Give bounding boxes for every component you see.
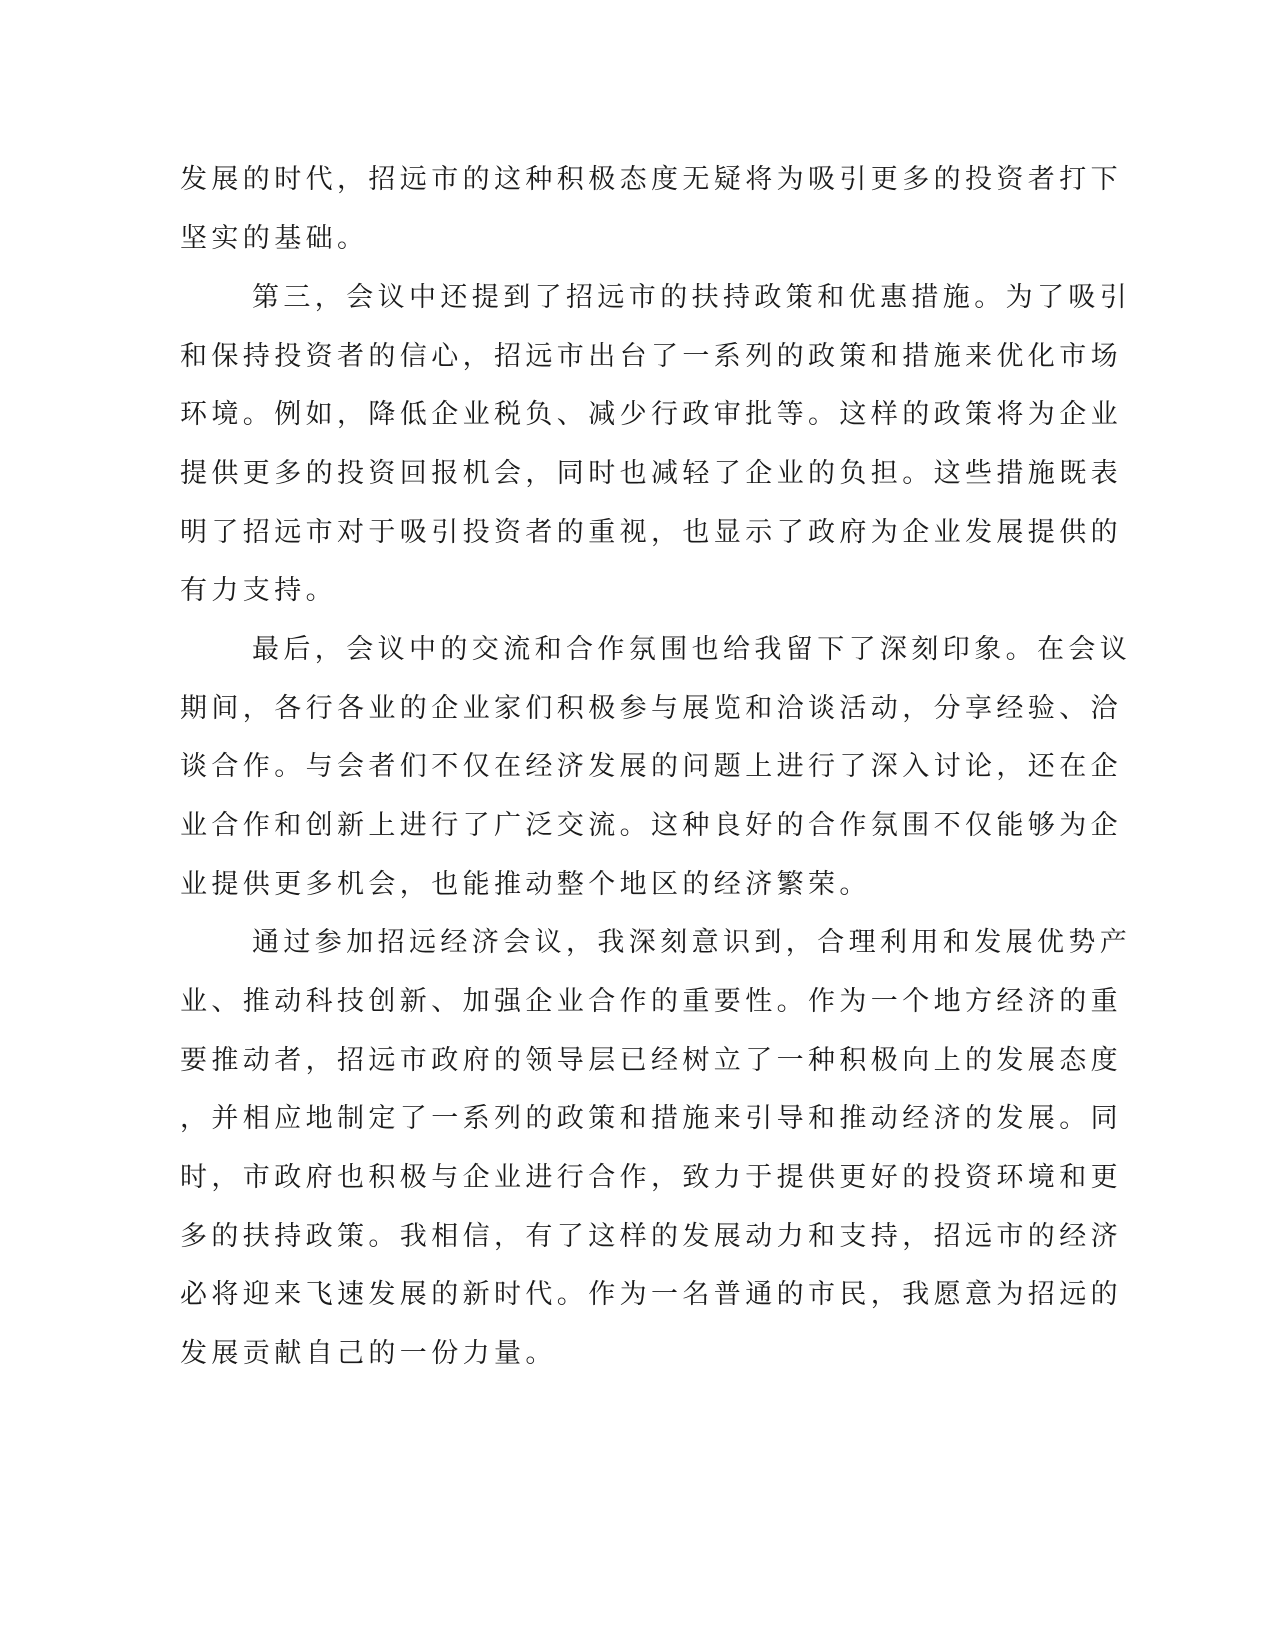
text-line: 发展贡献自己的一份力量。 [180,1338,557,1369]
text-line: 提供更多的投资回报机会，同时也减轻了企业的负担。这些措施既表 [180,458,1122,489]
text-line: ，并相应地制定了一系列的政策和措施来引导和推动经济的发展。同 [180,1103,1122,1134]
text-line: 最后，会议中的交流和合作氛围也给我留下了深刻印象。在会议 [252,634,1132,665]
text-line: 发展的时代，招远市的这种积极态度无疑将为吸引更多的投资者打下 [180,164,1122,195]
text-line: 谈合作。与会者们不仅在经济发展的问题上进行了深入讨论，还在企 [180,751,1122,782]
text-line: 必将迎来飞速发展的新时代。作为一名普通的市民，我愿意为招远的 [180,1279,1122,1310]
text-line: 通过参加招远经济会议，我深刻意识到，合理利用和发展优势产 [252,927,1132,958]
text-line: 业提供更多机会，也能推动整个地区的经济繁荣。 [180,869,871,900]
text-line: 有力支持。 [180,575,337,606]
text-line: 明了招远市对于吸引投资者的重视，也显示了政府为企业发展提供的 [180,517,1122,548]
text-line: 第三，会议中还提到了招远市的扶持政策和优惠措施。为了吸引 [252,282,1132,313]
text-line: 业、推动科技创新、加强企业合作的重要性。作为一个地方经济的重 [180,986,1122,1017]
text-line: 业合作和创新上进行了广泛交流。这种良好的合作氛围不仅能够为企 [180,810,1122,841]
text-line: 坚实的基础。 [180,223,369,254]
text-line: 和保持投资者的信心，招远市出台了一系列的政策和措施来优化市场 [180,341,1122,372]
text-line: 环境。例如，降低企业税负、减少行政审批等。这样的政策将为企业 [180,399,1122,430]
text-line: 期间，各行各业的企业家们积极参与展览和洽谈活动，分享经验、洽 [180,693,1122,724]
text-line: 要推动者，招远市政府的领导层已经树立了一种积极向上的发展态度 [180,1045,1122,1076]
text-line: 多的扶持政策。我相信，有了这样的发展动力和支持，招远市的经济 [180,1221,1122,1252]
text-line: 时，市政府也积极与企业进行合作，致力于提供更好的投资环境和更 [180,1162,1122,1193]
